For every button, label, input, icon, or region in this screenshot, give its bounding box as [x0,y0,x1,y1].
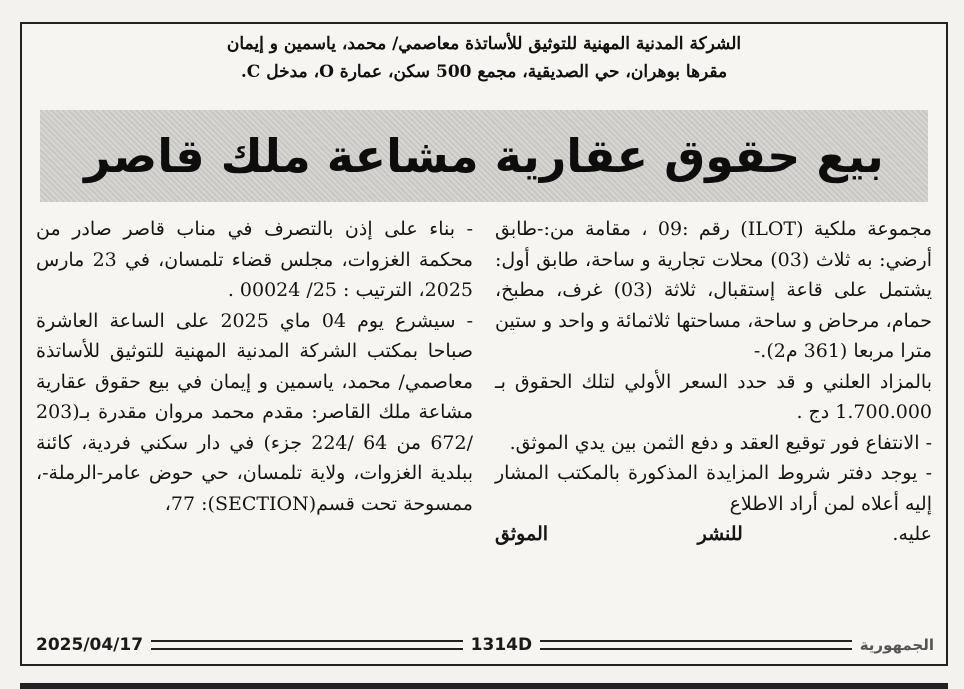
announcement-title: بيع حقوق عقارية مشاعة ملك قاصر [84,129,884,183]
company-header [22,30,946,86]
paragraph-sale-details: - سيشرع يوم 04 ماي 2025 على الساعة العاشرة صباحا بمكتب الشركة المدنية المهنية للتوثيق للأساتذة معاصمي/ محمد، ياسمين و إيمان في بيع حقوق عقارية مشاعة ملك القاصر: مقدم محمد مروان مقدرة بـ(203 /672 من 64 /224 جزء) في دار سكني فردية، كائنة ببلدية الغزوات، ولاية تلمسان، حي حوض عامر-الرملة-، ممسوحة تحت قسم(SECTION): 77، [36,309,473,515]
title-band [40,110,928,202]
right-column [36,214,473,612]
paragraph-conditions: - يوجد دفتر شروط المزايدة المذكورة بالمكتب المشار إليه أعلاه لمن أراد الاطلاع [495,462,932,515]
paragraph-price: بالمزاد العلني و قد حدد السعر الأولي لتلك الحقوق بـ 1.700.000 دج . [495,370,932,423]
newspaper-logo: الجمهورية [859,636,935,654]
paragraph-authorization: - بناء على إذن بالتصرف في مناب قاصر صادر من محكمة الغزوات، مجلس قضاء تلمسان، في 23 مارس 2025، الترتيب : 25/ 00024 . [36,218,474,301]
announcement-frame [20,22,948,666]
top-edge [0,0,964,8]
publish-label: للنشر [697,523,743,545]
footer-rule-left [151,640,463,650]
footer-rule-right [540,640,852,650]
notary-label: الموثق [495,523,549,545]
ad-code: 1314D [470,635,533,655]
paragraph-enjoyment: - الانتفاع فور توقيع العقد و دفع الثمن بين يدي الموثق. [509,431,932,454]
paragraph-property-description: مجموعة ملكية (ILOT) رقم :09 ، مقامة من:-طابق أرضي: به ثلاث (03) محلات تجارية و ساحة، طابق أول: يشتمل على قاعة إستقبال، ثلاثة (03) غرف، مطبخ، حمام، مرحاض و ساحة، مساحتها ثلاثمائة و واحد و ستين مترا مربعا (361 م2).- [495,218,933,362]
header-line-1: الشركة المدنية المهنية للتوثيق للأساتذة معاصمي/ محمد، ياسمين و إيمان [226,34,742,54]
footer [22,630,946,660]
bottom-edge [20,683,948,689]
body-columns [36,214,932,612]
header-line-2: مقرها بوهران، حي الصديقية، مجمع 500 سكن، عمارة O، مدخل C. [240,62,728,82]
closing-word: عليه. [892,523,932,545]
left-column [495,214,932,612]
publication-date: 2025/04/17 [36,635,144,655]
signature-line [495,519,932,550]
